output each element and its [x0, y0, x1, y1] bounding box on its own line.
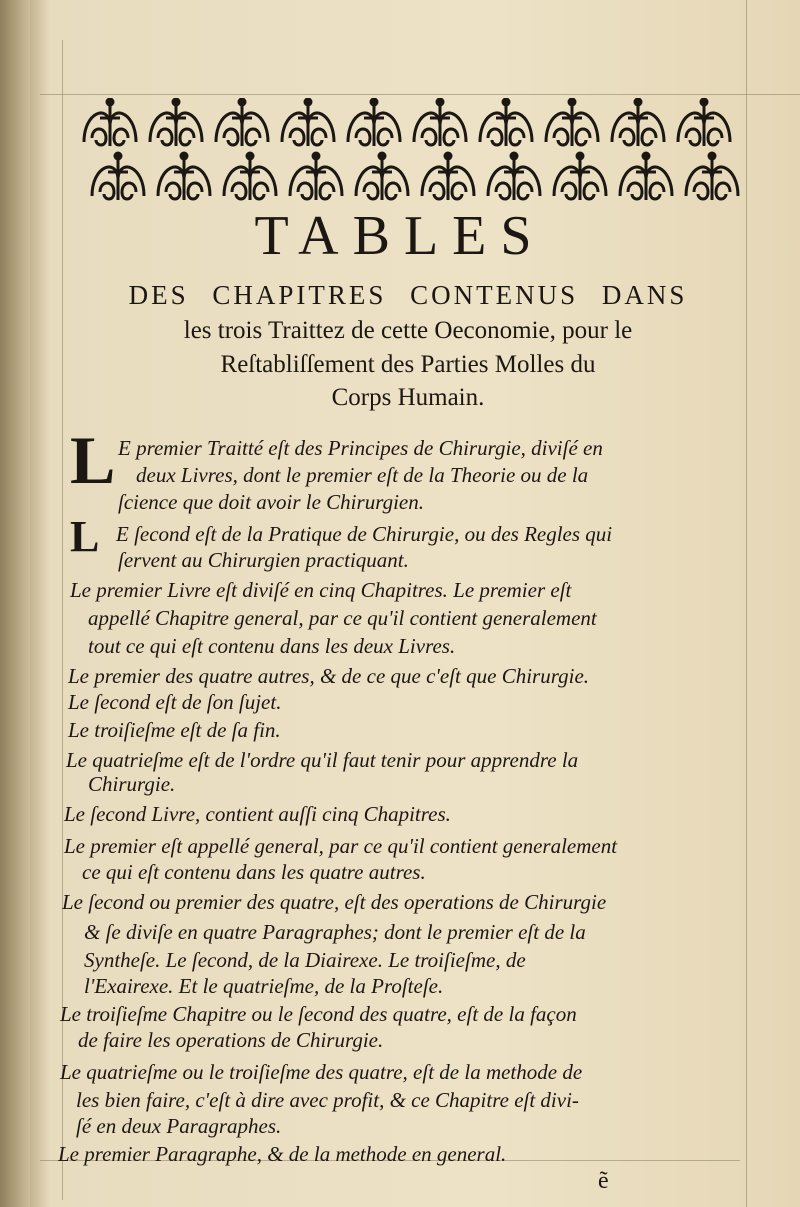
fleuron-dot — [445, 153, 451, 159]
body-line: Le premier Livre eſt diviſé en cinq Chapitres. Le premier eſt — [70, 578, 572, 602]
fleuron-motif — [488, 160, 540, 200]
fleuron-motif — [620, 160, 672, 200]
page-title: TABLES — [254, 205, 546, 267]
fleuron-motif — [554, 160, 606, 200]
body-line: Le quatrieſme eſt de l'ordre qu'il faut tenir pour apprendre la — [66, 748, 579, 772]
fleuron-motif — [612, 106, 664, 146]
fleuron-dot — [379, 153, 385, 159]
subtitle-line-4: Corps Humain. — [331, 384, 485, 411]
fleuron-dot — [701, 99, 707, 105]
fleuron-motif — [216, 106, 268, 146]
fleuron-dot — [239, 99, 245, 105]
body-line: Le ſecond eſt de ſon ſujet. — [68, 690, 282, 714]
body-line: de faire les operations de Chirurgie. — [78, 1028, 384, 1052]
body-line: & ſe diviſe en quatre Paragraphes; dont le premier eſt de la — [84, 920, 586, 944]
fleuron-motif — [356, 160, 408, 200]
body-line: E premier Traitté eſt des Principes de Chirurgie, diviſé en — [118, 436, 603, 460]
right-rule — [746, 0, 747, 1207]
fleuron-dot — [635, 99, 641, 105]
fleuron-band — [78, 98, 740, 206]
fleuron-motif — [414, 106, 466, 146]
fleuron-motif — [686, 160, 738, 200]
fleuron-dot — [569, 99, 575, 105]
fleuron-motif — [480, 106, 532, 146]
fleuron-motif — [224, 160, 276, 200]
fleuron-dot — [503, 99, 509, 105]
body-line: Le troiſieſme Chapitre ou le ſecond des quatre, eſt de la façon — [60, 1002, 577, 1026]
body-line: Le troiſieſme eſt de ſa fin. — [68, 718, 281, 742]
body-line: ſé en deux Paragraphes. — [76, 1114, 282, 1138]
fleuron-dot — [107, 99, 113, 105]
subtitle-line-1: DES CHAPITRES CONTENUS DANS — [128, 280, 688, 310]
signature-mark: ẽ — [598, 1168, 609, 1194]
subtitle-line-3: Reſtabliſſement des Parties Molles du — [220, 351, 596, 378]
drop-cap-2: L — [70, 512, 100, 561]
body-line: Chirurgie. — [88, 772, 176, 796]
fleuron-motif — [422, 160, 474, 200]
fleuron-motif — [678, 106, 730, 146]
fleuron-dot — [643, 153, 649, 159]
fleuron-dot — [115, 153, 121, 159]
body-line: l'Exairexe. Et le quatrieſme, de la Proſteſe. — [84, 974, 444, 998]
body-line: tout ce qui eſt contenu dans les deux Livres. — [88, 634, 456, 658]
body-line: ce qui eſt contenu dans les quatre autres. — [82, 860, 426, 884]
fleuron-motif — [150, 106, 202, 146]
body-line: ſcience que doit avoir le Chirurgien. — [118, 490, 424, 514]
fleuron-motif — [84, 106, 136, 146]
fleuron-dot — [313, 153, 319, 159]
fleuron-dot — [181, 153, 187, 159]
body-line: Le quatrieſme ou le troiſieſme des quatre, eſt de la methode de — [60, 1060, 583, 1084]
top-rule — [40, 94, 800, 95]
body-line: Le premier des quatre autres, & de ce que c'eſt que Chirurgie. — [68, 664, 590, 688]
fleuron-motif — [158, 160, 210, 200]
fleuron-dot — [511, 153, 517, 159]
body-line: Syntheſe. Le ſecond, de la Diairexe. Le troiſieſme, de — [84, 948, 526, 972]
body-line: Le premier eſt appellé general, par ce qu'il contient generalement — [64, 834, 618, 858]
fleuron-dot — [173, 99, 179, 105]
fleuron-dot — [577, 153, 583, 159]
body-line: Le premier Paragraphe, & de la methode en general. — [58, 1142, 507, 1166]
body-line: Le ſecond Livre, contient auſſi cinq Chapitres. — [64, 802, 451, 826]
binding-gutter — [0, 0, 30, 1207]
drop-cap-1: L — [70, 422, 116, 498]
fleuron-motif — [290, 160, 342, 200]
body-line: E ſecond eſt de la Pratique de Chirurgie, ou des Regles qui — [116, 522, 613, 546]
body-line: appellé Chapitre general, par ce qu'il contient generalement — [88, 606, 597, 630]
fleuron-motif — [92, 160, 144, 200]
fleuron-motif — [546, 106, 598, 146]
body-line: ſervent au Chirurgien practiquant. — [118, 548, 409, 572]
fleuron-dot — [437, 99, 443, 105]
fleuron-dot — [371, 99, 377, 105]
fleuron-dot — [247, 153, 253, 159]
fleuron-dot — [305, 99, 311, 105]
body-line: Le ſecond ou premier des quatre, eſt des operations de Chirurgie — [62, 890, 607, 914]
fleuron-motif — [348, 106, 400, 146]
body-line: deux Livres, dont le premier eſt de la Theorie ou de la — [136, 463, 589, 487]
subtitle-line-2: les trois Traittez de cette Oeconomie, pour le — [183, 317, 633, 344]
body-line: les bien faire, c'eſt à dire avec profit, & ce Chapitre eſt divi- — [76, 1088, 579, 1112]
fleuron-motif — [282, 106, 334, 146]
fleuron-dot — [709, 153, 715, 159]
